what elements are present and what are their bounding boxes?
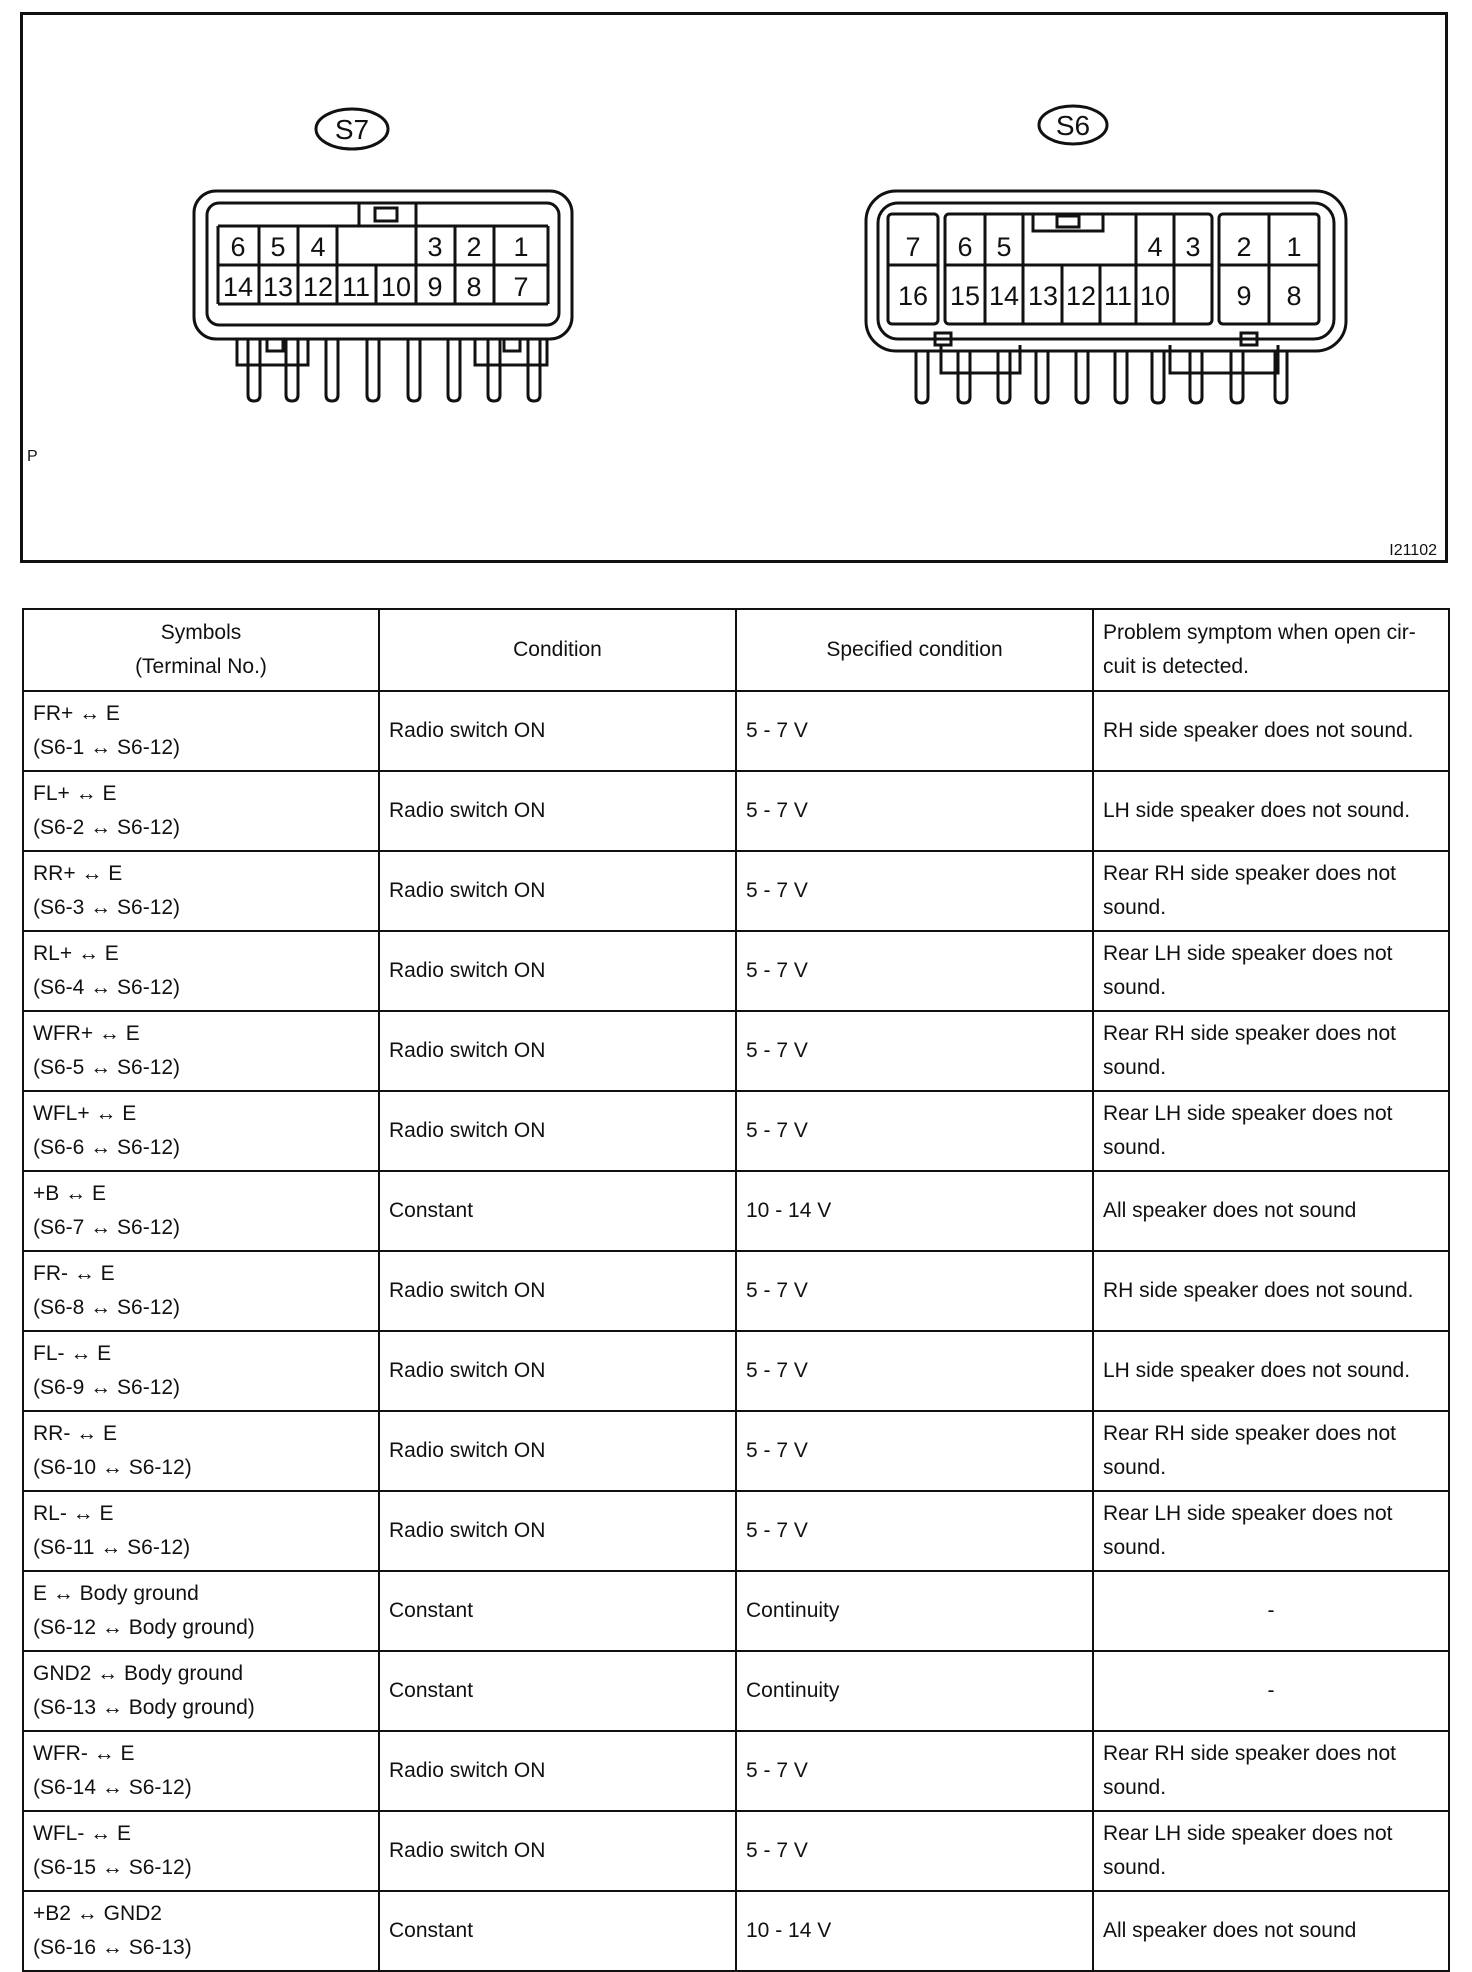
table-row — [23, 851, 1449, 931]
s7-pin-label: 13 — [262, 272, 294, 302]
table-row — [23, 1331, 1449, 1411]
s7-pin-label: 8 — [466, 272, 482, 302]
cell-specified: 5 - 7 V — [736, 1411, 1093, 1491]
header-specified: Specified condition — [736, 609, 1093, 691]
cell-specified: 5 - 7 V — [736, 1811, 1093, 1891]
cell-specified: 5 - 7 V — [736, 1491, 1093, 1571]
header-problem-line: Problem symptom when open cir- — [1103, 621, 1416, 644]
cell-specified: 5 - 7 V — [736, 1731, 1093, 1811]
symbol-text: WFL+ ↔ E — [33, 1102, 137, 1125]
cell-condition: Radio switch ON — [379, 1411, 736, 1491]
cell-problem: RH side speaker does not sound. — [1093, 691, 1449, 771]
symbol-text: FL+ ↔ E — [33, 782, 117, 805]
cell-problem: LH side speaker does not sound. — [1093, 771, 1449, 851]
s6-pin-label: 15 — [949, 281, 981, 311]
s6-pin-label: 9 — [1236, 281, 1252, 311]
s6-pin-label: 12 — [1065, 281, 1097, 311]
terminal-text: (S6-9 ↔ S6-12) — [33, 1376, 181, 1399]
header-symbols-line: Symbols — [160, 621, 242, 644]
s6-pin-label: 5 — [996, 232, 1012, 262]
terminal-text: (S6-8 ↔ S6-12) — [33, 1296, 181, 1319]
s7-pin-label: 12 — [302, 272, 334, 302]
cell-condition: Constant — [379, 1891, 736, 1971]
cell-symbol — [23, 1331, 379, 1411]
table-row — [23, 1171, 1449, 1251]
cell-specified: 10 - 14 V — [736, 1891, 1093, 1971]
cell-condition: Radio switch ON — [379, 771, 736, 851]
cell-symbol — [23, 771, 379, 851]
s6-pin-label: 3 — [1185, 232, 1201, 262]
cell-symbol — [23, 1251, 379, 1331]
s6-pin-label: 13 — [1027, 281, 1059, 311]
terminal-text: (S6-6 ↔ S6-12) — [33, 1136, 181, 1159]
cell-symbol — [23, 851, 379, 931]
terminal-spec-table — [22, 608, 1450, 1972]
header-symbols — [23, 609, 379, 691]
s7-pin-label: 5 — [270, 232, 286, 262]
s6-pin-label: 8 — [1286, 281, 1302, 311]
cell-condition: Radio switch ON — [379, 1731, 736, 1811]
cell-symbol — [23, 931, 379, 1011]
terminal-text: (S6-2 ↔ S6-12) — [33, 816, 181, 839]
cell-condition: Radio switch ON — [379, 851, 736, 931]
cell-problem: Rear LH side speaker does not sound. — [1093, 1811, 1449, 1891]
terminal-text: (S6-10 ↔ S6-12) — [33, 1456, 192, 1479]
symbol-text: FL- ↔ E — [33, 1342, 112, 1365]
cell-problem: Rear RH side speaker does not sound. — [1093, 1011, 1449, 1091]
s6-pin-label: 14 — [988, 281, 1020, 311]
cell-condition: Radio switch ON — [379, 1491, 736, 1571]
s6-pin-label: 4 — [1147, 232, 1163, 262]
cell-specified: 5 - 7 V — [736, 931, 1093, 1011]
cell-problem: Rear LH side speaker does not sound. — [1093, 1491, 1449, 1571]
s7-label: S7 — [334, 114, 370, 145]
table-row — [23, 1411, 1449, 1491]
symbol-text: WFL- ↔ E — [33, 1822, 131, 1845]
cell-symbol — [23, 1651, 379, 1731]
symbol-text: RL+ ↔ E — [33, 942, 119, 965]
symbol-text: RR- ↔ E — [33, 1422, 117, 1445]
symbol-text: E ↔ Body ground — [33, 1582, 199, 1605]
cell-problem: Rear RH side speaker does not sound. — [1093, 1411, 1449, 1491]
cell-problem: All speaker does not sound — [1093, 1171, 1449, 1251]
figure-id: I21102 — [1389, 542, 1437, 559]
connector-diagram — [23, 15, 1445, 560]
header-problem-line: cuit is detected. — [1103, 655, 1249, 678]
cell-condition: Radio switch ON — [379, 1811, 736, 1891]
symbol-text: GND2 ↔ Body ground — [33, 1662, 244, 1685]
cell-problem: LH side speaker does not sound. — [1093, 1331, 1449, 1411]
header-symbols-line: (Terminal No.) — [135, 655, 267, 678]
symbol-text: +B ↔ E — [33, 1182, 106, 1205]
s6-pin-label: 10 — [1139, 281, 1171, 311]
terminal-text: (S6-12 ↔ Body ground) — [33, 1616, 255, 1639]
table-header-row — [23, 609, 1449, 691]
cell-symbol — [23, 1171, 379, 1251]
cell-condition: Constant — [379, 1571, 736, 1651]
symbol-text: FR- ↔ E — [33, 1262, 115, 1285]
s6-pin-label: 16 — [897, 281, 929, 311]
s7-pin-label: 14 — [222, 272, 254, 302]
table-row — [23, 1491, 1449, 1571]
cell-problem: - — [1093, 1651, 1449, 1731]
cell-symbol — [23, 1011, 379, 1091]
terminal-text: (S6-5 ↔ S6-12) — [33, 1056, 181, 1079]
cell-condition: Radio switch ON — [379, 1011, 736, 1091]
cell-problem: - — [1093, 1571, 1449, 1651]
cell-symbol — [23, 1491, 379, 1571]
cell-specified: 10 - 14 V — [736, 1171, 1093, 1251]
table-row — [23, 1731, 1449, 1811]
table-row — [23, 931, 1449, 1011]
table-row — [23, 1651, 1449, 1731]
table-row — [23, 1011, 1449, 1091]
table-row — [23, 1891, 1449, 1971]
terminal-text: (S6-1 ↔ S6-12) — [33, 736, 181, 759]
table-row — [23, 1811, 1449, 1891]
s6-pin-label: 11 — [1103, 281, 1133, 311]
s7-pin-label: 1 — [513, 232, 529, 262]
s7-pin-label: 6 — [230, 232, 246, 262]
table-row — [23, 1571, 1449, 1651]
symbol-text: WFR+ ↔ E — [33, 1022, 140, 1045]
terminal-text: (S6-16 ↔ S6-13) — [33, 1936, 192, 1959]
s7-pin-label: 2 — [466, 232, 482, 262]
table-row — [23, 1091, 1449, 1171]
cell-condition: Radio switch ON — [379, 691, 736, 771]
symbol-text: RR+ ↔ E — [33, 862, 123, 885]
symbol-text: FR+ ↔ E — [33, 702, 120, 725]
cell-condition: Radio switch ON — [379, 931, 736, 1011]
s7-pin-label: 10 — [380, 272, 412, 302]
cell-problem: Rear RH side speaker does not sound. — [1093, 1731, 1449, 1811]
cell-problem: All speaker does not sound — [1093, 1891, 1449, 1971]
s7-pin-label: 11 — [341, 272, 371, 302]
s6-pin-label: 1 — [1286, 232, 1302, 262]
cell-specified: 5 - 7 V — [736, 851, 1093, 931]
s6-pin-label: 7 — [905, 232, 921, 262]
cell-condition: Radio switch ON — [379, 1091, 736, 1171]
cell-problem: Rear LH side speaker does not sound. — [1093, 931, 1449, 1011]
symbol-text: WFR- ↔ E — [33, 1742, 135, 1765]
cell-specified: 5 - 7 V — [736, 1091, 1093, 1171]
symbol-text: +B2 ↔ GND2 — [33, 1902, 162, 1925]
s7-pin-label: 3 — [427, 232, 443, 262]
cell-specified: 5 - 7 V — [736, 771, 1093, 851]
s6-pin-label: 6 — [957, 232, 973, 262]
cell-symbol — [23, 1891, 379, 1971]
symbol-text: RL- ↔ E — [33, 1502, 114, 1525]
terminal-text: (S6-13 ↔ Body ground) — [33, 1696, 255, 1719]
cell-specified: 5 - 7 V — [736, 691, 1093, 771]
cell-specified: 5 - 7 V — [736, 1331, 1093, 1411]
cell-specified: Continuity — [736, 1651, 1093, 1731]
header-condition: Condition — [379, 609, 736, 691]
cell-symbol — [23, 1811, 379, 1891]
cell-specified: 5 - 7 V — [736, 1251, 1093, 1331]
cell-symbol — [23, 1731, 379, 1811]
table-body — [23, 691, 1449, 1971]
cell-symbol — [23, 691, 379, 771]
terminal-text: (S6-14 ↔ S6-12) — [33, 1776, 192, 1799]
cell-problem: Rear LH side speaker does not sound. — [1093, 1091, 1449, 1171]
terminal-text: (S6-3 ↔ S6-12) — [33, 896, 181, 919]
table-row — [23, 691, 1449, 771]
connector-figure — [20, 12, 1448, 563]
cell-specified: 5 - 7 V — [736, 1011, 1093, 1091]
cell-symbol — [23, 1571, 379, 1651]
terminal-text: (S6-7 ↔ S6-12) — [33, 1216, 181, 1239]
cell-symbol — [23, 1411, 379, 1491]
cell-symbol — [23, 1091, 379, 1171]
side-mark: P — [27, 448, 38, 465]
table-row — [23, 771, 1449, 851]
s7-pin-label: 4 — [310, 232, 326, 262]
header-problem — [1093, 609, 1449, 691]
cell-problem: RH side speaker does not sound. — [1093, 1251, 1449, 1331]
terminal-text: (S6-4 ↔ S6-12) — [33, 976, 181, 999]
cell-condition: Constant — [379, 1171, 736, 1251]
s6-pin-label: 2 — [1236, 232, 1252, 262]
table-row — [23, 1251, 1449, 1331]
s6-label: S6 — [1055, 110, 1091, 141]
terminal-text: (S6-15 ↔ S6-12) — [33, 1856, 192, 1879]
cell-condition: Radio switch ON — [379, 1331, 736, 1411]
cell-condition: Radio switch ON — [379, 1251, 736, 1331]
cell-problem: Rear RH side speaker does not sound. — [1093, 851, 1449, 931]
s7-pin-label: 7 — [513, 272, 529, 302]
cell-specified: Continuity — [736, 1571, 1093, 1651]
s7-pin-label: 9 — [427, 272, 443, 302]
terminal-text: (S6-11 ↔ S6-12) — [33, 1536, 191, 1559]
cell-condition: Constant — [379, 1651, 736, 1731]
